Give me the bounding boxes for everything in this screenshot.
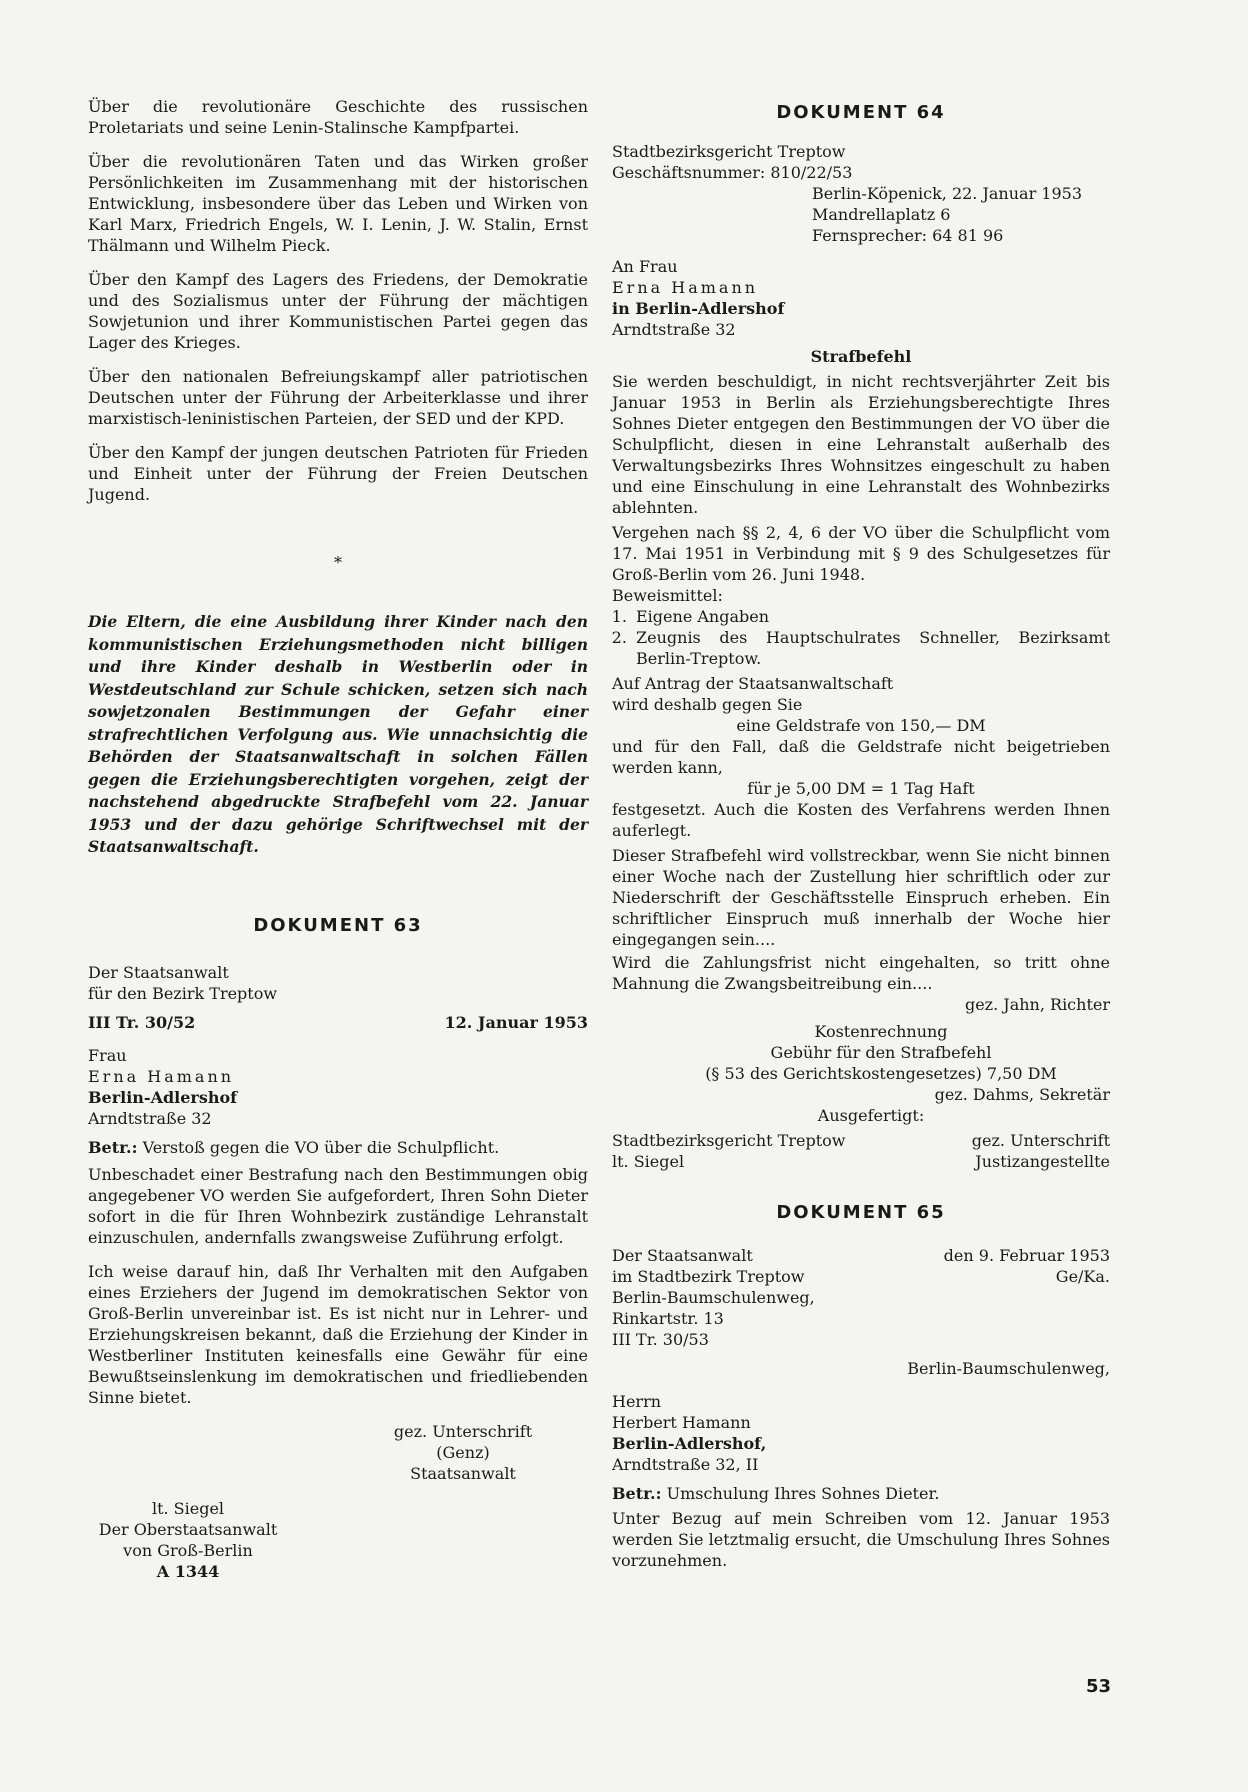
doc64-evidence-list [612, 606, 1110, 669]
subject-text: Verstoß gegen die VO über die Schulpflicht. [142, 1137, 500, 1157]
doc65-sender: Der Staatsanwalt [612, 1246, 753, 1265]
evidence-item: 2. Zeugnis des Hauptschulrates Schneller, Bezirksamt Berlin-Treptow. [632, 627, 1110, 669]
doc65-address: Arndtstraße 32, II [612, 1455, 759, 1474]
doc65-subject [612, 1483, 1110, 1504]
signature-line: Staatsanwalt [410, 1463, 516, 1483]
seal-line: A 1344 [156, 1561, 220, 1581]
subject-text: Umschulung Ihres Sohnes Dieter. [666, 1484, 940, 1503]
document-65-heading: DOKUMENT 65 [776, 1202, 946, 1223]
seal-line: Der Oberstaatsanwalt [98, 1519, 278, 1539]
doc64-body: Auf Antrag der Staatsanwaltschaft [612, 674, 894, 693]
paragraph: Über den Kampf der jungen deutschen Patrioten für Frieden und Einheit unter der Führung der Freien Deutschen Jugend. [88, 443, 588, 504]
doc63-body: Ich weise darauf hin, daß Ihr Verhalten mit den Aufgaben eines Erziehers der Jugend im demokratischen Sektor von Groß-Berlin unvereinbar ist. Es ist nicht nur in Lehrer- und Erziehungskreisen bekannt, daß die Erziehung der Kinder in Westberliner Instituten keinesfalls eine Gewähr für eine Bewußtseinslenkung im demokratischen und friedliebenden Sinne bietet. [88, 1261, 588, 1407]
doc64-body: und für den Fall, daß die Geldstrafe nicht beigetrieben werden kann, [612, 737, 1110, 777]
doc65-address: Berlin-Adlershof, [612, 1434, 767, 1453]
doc64-rate: für je 5,00 DM = 1 Tag Haft [747, 779, 975, 798]
doc64-issued: Ausgefertigt: [817, 1106, 925, 1125]
doc63-date: 12. Januar 1953 [444, 1012, 588, 1032]
doc64-address: An Frau [612, 257, 678, 276]
doc65-initials: Ge/Ka. [1055, 1267, 1110, 1286]
doc63-address: Erna Hamann [88, 1066, 235, 1086]
doc65-sender: Rinkartstr. 13 [612, 1309, 724, 1328]
page-number: 53 [1086, 1676, 1112, 1697]
doc65-header-row [612, 1266, 1110, 1287]
paragraph: Über den Kampf des Lagers des Friedens, der Demokratie und des Sozialismus unter der Führung der mächtigen Sowjetunion und ihrer Kommunistischen Partei gegen das Lager des Krieges. [88, 270, 588, 352]
doc65-place: Berlin-Baumschulenweg, [907, 1359, 1110, 1378]
editorial-commentary: Die Eltern, die eine Ausbildung ihrer Kinder nach den kommunistischen Erziehungsmethoden nicht billigen und ihre Kinder deshalb in Westberlin oder in Westdeutschland zur Schule schicken, setzen sich nach sowjetzonalen Bestimmungen der Gefahr einer strafrechtlichen Verfolgung aus. Wie unnachsichtig die Behörden der Staatsanwaltschaft in solchen Fällen gegen die Erziehungsberechtigten vorgehen, zeigt der nachstehend abgedruckte Strafbefehl vom 22. Januar 1953 und der dazu gehörige Schriftwechsel mit der Staatsanwaltschaft. [88, 612, 588, 856]
doc63-sender: für den Bezirk Treptow [88, 983, 278, 1003]
doc65-sender: im Stadtbezirk Treptow [612, 1267, 805, 1286]
evidence-item: 1. Eigene Angaben [632, 606, 1110, 627]
doc63-address: Frau [88, 1045, 127, 1065]
court-address-line: Berlin-Köpenick, 22. Januar 1953 [812, 184, 1083, 203]
doc65-date: den 9. Februar 1953 [943, 1246, 1110, 1265]
signature-line: gez. Unterschrift [393, 1421, 533, 1441]
doc64-body: Sie werden beschuldigt, in nicht rechtsverjährter Zeit bis Januar 1953 in Berlin als Erziehungsberechtigte Ihres Sohnes Dieter entgegen den Bestimmungen der VO über die Schulpflicht, diesen in eine Lehranstalt außerhalb des Verwaltungsbezirks Ihres Wohnsitzes eingeschult zu haben und eine Einschulung in eine Lehranstalt des Wohnbezirks ablehnten. [612, 372, 1110, 517]
doc64-body: festgesetzt. Auch die Kosten des Verfahrens werden Ihnen auferlegt. [612, 800, 1110, 840]
doc63-sender: Der Staatsanwalt [88, 962, 229, 982]
doc64-court: Stadtbezirksgericht Treptow [612, 142, 846, 161]
doc63-body: Unbeschadet einer Bestrafung nach den Bestimmungen obig angegebener VO werden Sie aufgefordert, Ihren Sohn Dieter sofort in die für Ihren Wohnbezirk zuständige Lehranstalt einzuschulen, andernfalls zwangsweise Zuführung erfolgt. [88, 1164, 588, 1247]
cost-line: Kostenrechnung [814, 1022, 948, 1041]
doc64-body: wird deshalb gegen Sie [612, 695, 803, 714]
doc63-ref-row [88, 1012, 588, 1033]
paragraph: Über die revolutionäre Geschichte des russischen Proletariats und seine Lenin-Stalinsche Kampfpartei. [88, 97, 588, 137]
doc64-costs [612, 1021, 1110, 1084]
paragraph: Über die revolutionären Taten und das Wirken großer Persönlichkeiten im Zusammenhang mit der historischen Entwicklung, insbesondere über das Leben und Wirken von Karl Marx, Friedrich Engels, W. I. Lenin, J. W. Stalin, Ernst Thälmann und Wilhelm Pieck. [88, 152, 588, 255]
document-63-heading: DOKUMENT 63 [253, 914, 423, 936]
doc64-issued-row [612, 1130, 1110, 1151]
doc64-address: Erna Hamann [612, 278, 759, 297]
subject-label: Betr.: [612, 1484, 662, 1503]
doc63-signature [88, 1421, 588, 1484]
doc64-evidence-label: Beweismittel: [612, 586, 723, 605]
court-address-line: Mandrellaplatz 6 [812, 205, 951, 224]
doc63-address: Berlin-Adlershof [88, 1087, 238, 1107]
doc64-fine: eine Geldstrafe von 150,— DM [736, 716, 986, 735]
doc63-address: Arndtstraße 32 [88, 1108, 212, 1128]
document-64-heading: DOKUMENT 64 [776, 102, 946, 123]
issued-right: gez. Unterschrift [971, 1131, 1110, 1150]
doc65-address: Herrn [612, 1392, 662, 1411]
signature-line: (Genz) [436, 1442, 490, 1462]
doc64-body: Wird die Zahlungsfrist nicht eingehalten, so tritt ohne Mahnung die Zwangsbeitreibung ein.... [612, 953, 1110, 993]
doc65-sender: Berlin-Baumschulenweg, [612, 1288, 815, 1307]
paragraph: Über den nationalen Befreiungskampf aller patriotischen Deutschen unter der Führung der Arbeiterklasse und ihrer marxistisch-leninistischen Parteien, der SED und der KPD. [88, 367, 588, 428]
issued-left: lt. Siegel [612, 1152, 685, 1171]
left-column [88, 96, 588, 1582]
doc64-body: Dieser Strafbefehl wird vollstreckbar, wenn Sie nicht binnen einer Woche nach der Zustellung hier schriftlich oder zur Niederschrift der Geschäftsstelle Einspruch erheben. Ein schriftlicher Einspruch muß innerhalb der Woche hier eingegangen sein.... [612, 846, 1110, 949]
seal-line: von Groß-Berlin [123, 1540, 253, 1560]
court-address-line: Fernsprecher: 64 81 96 [812, 226, 1004, 245]
doc65-address: Herbert Hamann [612, 1413, 751, 1432]
issued-right: Justizangestellte [975, 1152, 1110, 1171]
doc64-address: Arndtstraße 32 [612, 320, 736, 339]
doc65-body: Unter Bezug auf mein Schreiben vom 12. Januar 1953 werden Sie letztmalig ersucht, die Umschulung Ihres Sohnes vorzunehmen. [612, 1509, 1110, 1570]
doc64-body: Vergehen nach §§ 2, 4, 6 der VO über die Schulpflicht vom 17. Mai 1951 in Verbindung mit § 9 des Schulgesetzes für Groß-Berlin vom 26. Juni 1948. [612, 523, 1110, 584]
doc65-reference: III Tr. 30/53 [612, 1330, 709, 1349]
doc63-reference: III Tr. 30/52 [88, 1012, 196, 1032]
doc65-header-row [612, 1245, 1110, 1266]
doc64-judge: gez. Jahn, Richter [964, 995, 1110, 1014]
doc64-clerk: gez. Dahms, Sekretär [934, 1085, 1110, 1104]
doc64-case-number: Geschäftsnummer: 810/22/53 [612, 163, 853, 182]
cost-line: Gebühr für den Strafbefehl [770, 1043, 992, 1062]
doc64-title: Strafbefehl [810, 347, 912, 366]
section-divider-star: * [334, 553, 342, 572]
doc63-seal [88, 1498, 288, 1582]
seal-line: lt. Siegel [151, 1498, 225, 1518]
subject-label: Betr.: [88, 1137, 138, 1157]
right-column [612, 96, 1110, 1571]
doc64-court-address [612, 183, 1110, 246]
doc64-address: in Berlin-Adlershof [612, 299, 785, 318]
doc64-issued-row [612, 1151, 1110, 1172]
doc63-subject [88, 1137, 588, 1158]
cost-line: (§ 53 des Gerichtskostengesetzes) 7,50 DM [705, 1064, 1057, 1083]
issued-left: Stadtbezirksgericht Treptow [612, 1131, 846, 1150]
